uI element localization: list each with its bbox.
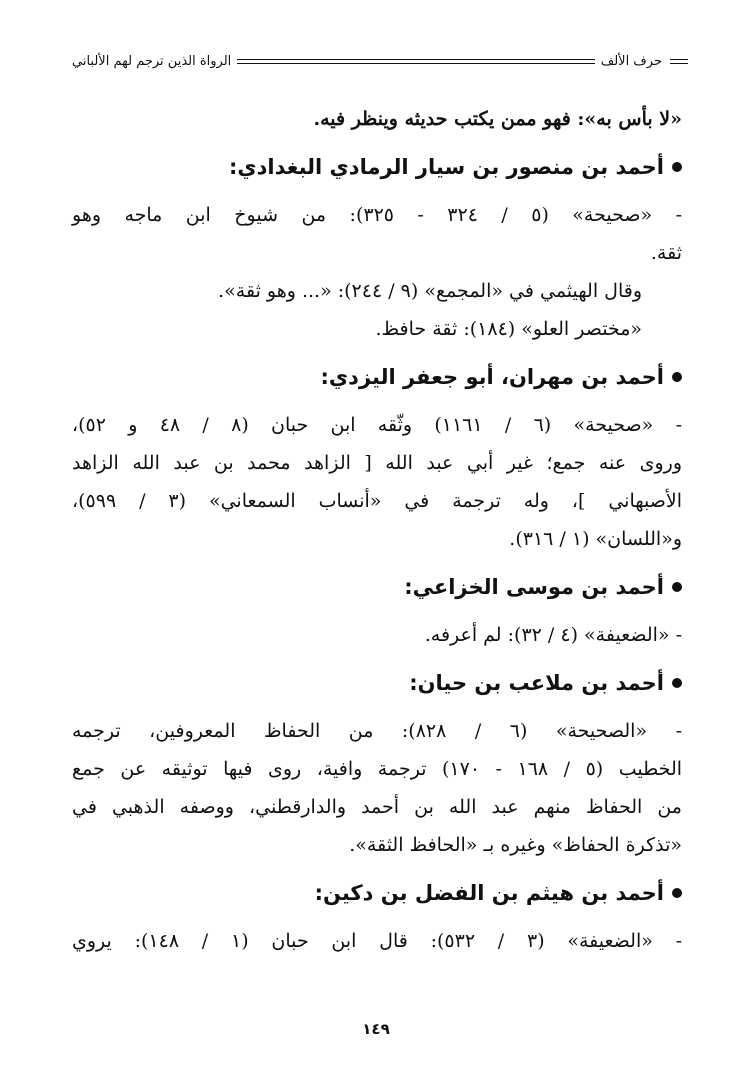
text-line: - «صحيحة» (٥ / ٣٢٤ - ٣٢٥): من شيوخ ابن ماجه وهو	[72, 204, 682, 226]
bullet-icon	[672, 678, 682, 688]
entry-heading-text: أحمد بن موسى الخزاعي:	[404, 575, 664, 599]
page-number: ١٤٩	[362, 1020, 390, 1038]
text-line: - «الضعيفة» (٣ / ٥٣٢): قال ابن حبان (١ / ١٤٨): يروي	[72, 930, 683, 952]
text-line: ثقة.	[650, 242, 682, 264]
entry-heading-text: أحمد بن منصور بن سيار الرمادي البغدادي:	[228, 155, 664, 179]
text-line: «لا بأس به»: فهو ممن يكتب حديثه وينظر فيه.	[313, 108, 682, 130]
text-line: و«اللسان» (١ / ٣١٦).	[509, 528, 682, 550]
text-line: «تذكرة الحفاظ» وغيره بـ «الحافظ الثقة».	[349, 834, 682, 856]
header-book-title: الرواة الذين ترجم لهم الألباني	[72, 53, 232, 69]
bullet-icon	[672, 372, 682, 382]
entry-heading	[72, 358, 682, 396]
text-line: - «الضعيفة» (٤ / ٣٢): لم أعرفه.	[424, 624, 682, 646]
text-line: الأصبهاني ]، وله ترجمة في «أنساب السمعاني» (٣ / ٥٩٩)،	[72, 490, 682, 512]
text-line: وقال الهيثمي في «المجمع» (٩ / ٢٤٤): «... وهو ثقة».	[218, 280, 642, 302]
text-line: وروى عنه جمع؛ غير أبي عبد الله [ الزاهد محمد بن عبد الله الزاهد	[72, 452, 682, 474]
text-line: - «صحيحة» (٦ / ١١٦١) وثّقه ابن حبان (٨ / ٤٨ و ٥٢)،	[72, 414, 683, 436]
bullet-icon	[672, 888, 682, 898]
page-body	[72, 100, 682, 960]
header-dash	[670, 59, 688, 64]
entry-heading	[72, 664, 682, 702]
text-line: - «الصحيحة» (٦ / ٨٢٨): من الحفاظ المعروفين، ترجمه	[72, 720, 682, 742]
text-line: الخطيب (٥ / ١٦٨ - ١٧٠) ترجمة وافية، روى فيها توثيقه عن جمع	[72, 758, 683, 780]
bullet-icon	[672, 582, 682, 592]
header-chapter: حرف الألف	[600, 53, 662, 69]
running-header	[72, 50, 688, 72]
bullet-icon	[672, 162, 682, 172]
entry-heading	[72, 148, 682, 186]
entry-heading-text: أحمد بن هيثم بن الفضل بن دكين:	[314, 881, 664, 905]
entry-heading-text: أحمد بن ملاعب بن حيان:	[409, 671, 664, 695]
entry-heading	[72, 874, 682, 912]
entry-heading-text: أحمد بن مهران، أبو جعفر اليزدي:	[320, 365, 664, 389]
text-line: من الحفاظ منهم عبد الله بن أحمد والدارقطني، ووصفه الذهبي في	[72, 796, 682, 818]
header-rule	[237, 59, 594, 64]
text-line: «مختصر العلو» (١٨٤): ثقة حافظ.	[375, 318, 642, 340]
entry-heading	[72, 568, 682, 606]
